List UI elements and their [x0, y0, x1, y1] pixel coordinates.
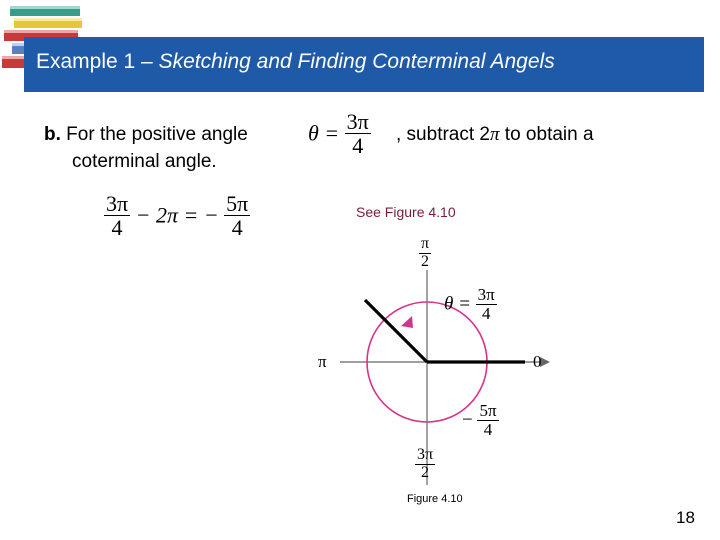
label-3pi-over-2: $\frac{3\pi}{2}$	[417, 446, 434, 481]
label-theta: θ = $\frac{3\pi}{4}$	[444, 285, 495, 323]
x-axis-arrow	[540, 357, 550, 367]
page-number: 18	[676, 508, 695, 527]
slide-title: Example 1 – Sketching and Finding Conterminal Angels	[36, 50, 555, 73]
body-line-2: coterminal angle.	[72, 151, 217, 172]
bullet-label: b.	[44, 124, 61, 145]
figure-caption: Figure 4.10	[407, 493, 463, 505]
label-pi: π	[318, 352, 327, 371]
label-pi-over-2: $\frac{\pi}{2}$	[421, 235, 430, 270]
body-line-1	[44, 124, 248, 146]
theta-expression: θ = $\frac{3\pi}{4}$	[308, 109, 369, 159]
line1-text: For the positive angle	[66, 124, 248, 145]
calculation: $\frac{3\pi}{4}$ − 2π = − $\frac{5\pi}{4}$	[106, 191, 249, 241]
see-figure-link[interactable]: See Figure 4.10	[356, 204, 456, 220]
line1-continuation: , subtract 2π to obtain a	[396, 124, 594, 145]
label-zero: 0	[533, 352, 542, 371]
label-neg-5pi-over-4: − $\frac{5\pi}{4}$	[462, 401, 497, 439]
terminal-side	[365, 300, 427, 362]
rotation-arrow	[401, 316, 413, 328]
